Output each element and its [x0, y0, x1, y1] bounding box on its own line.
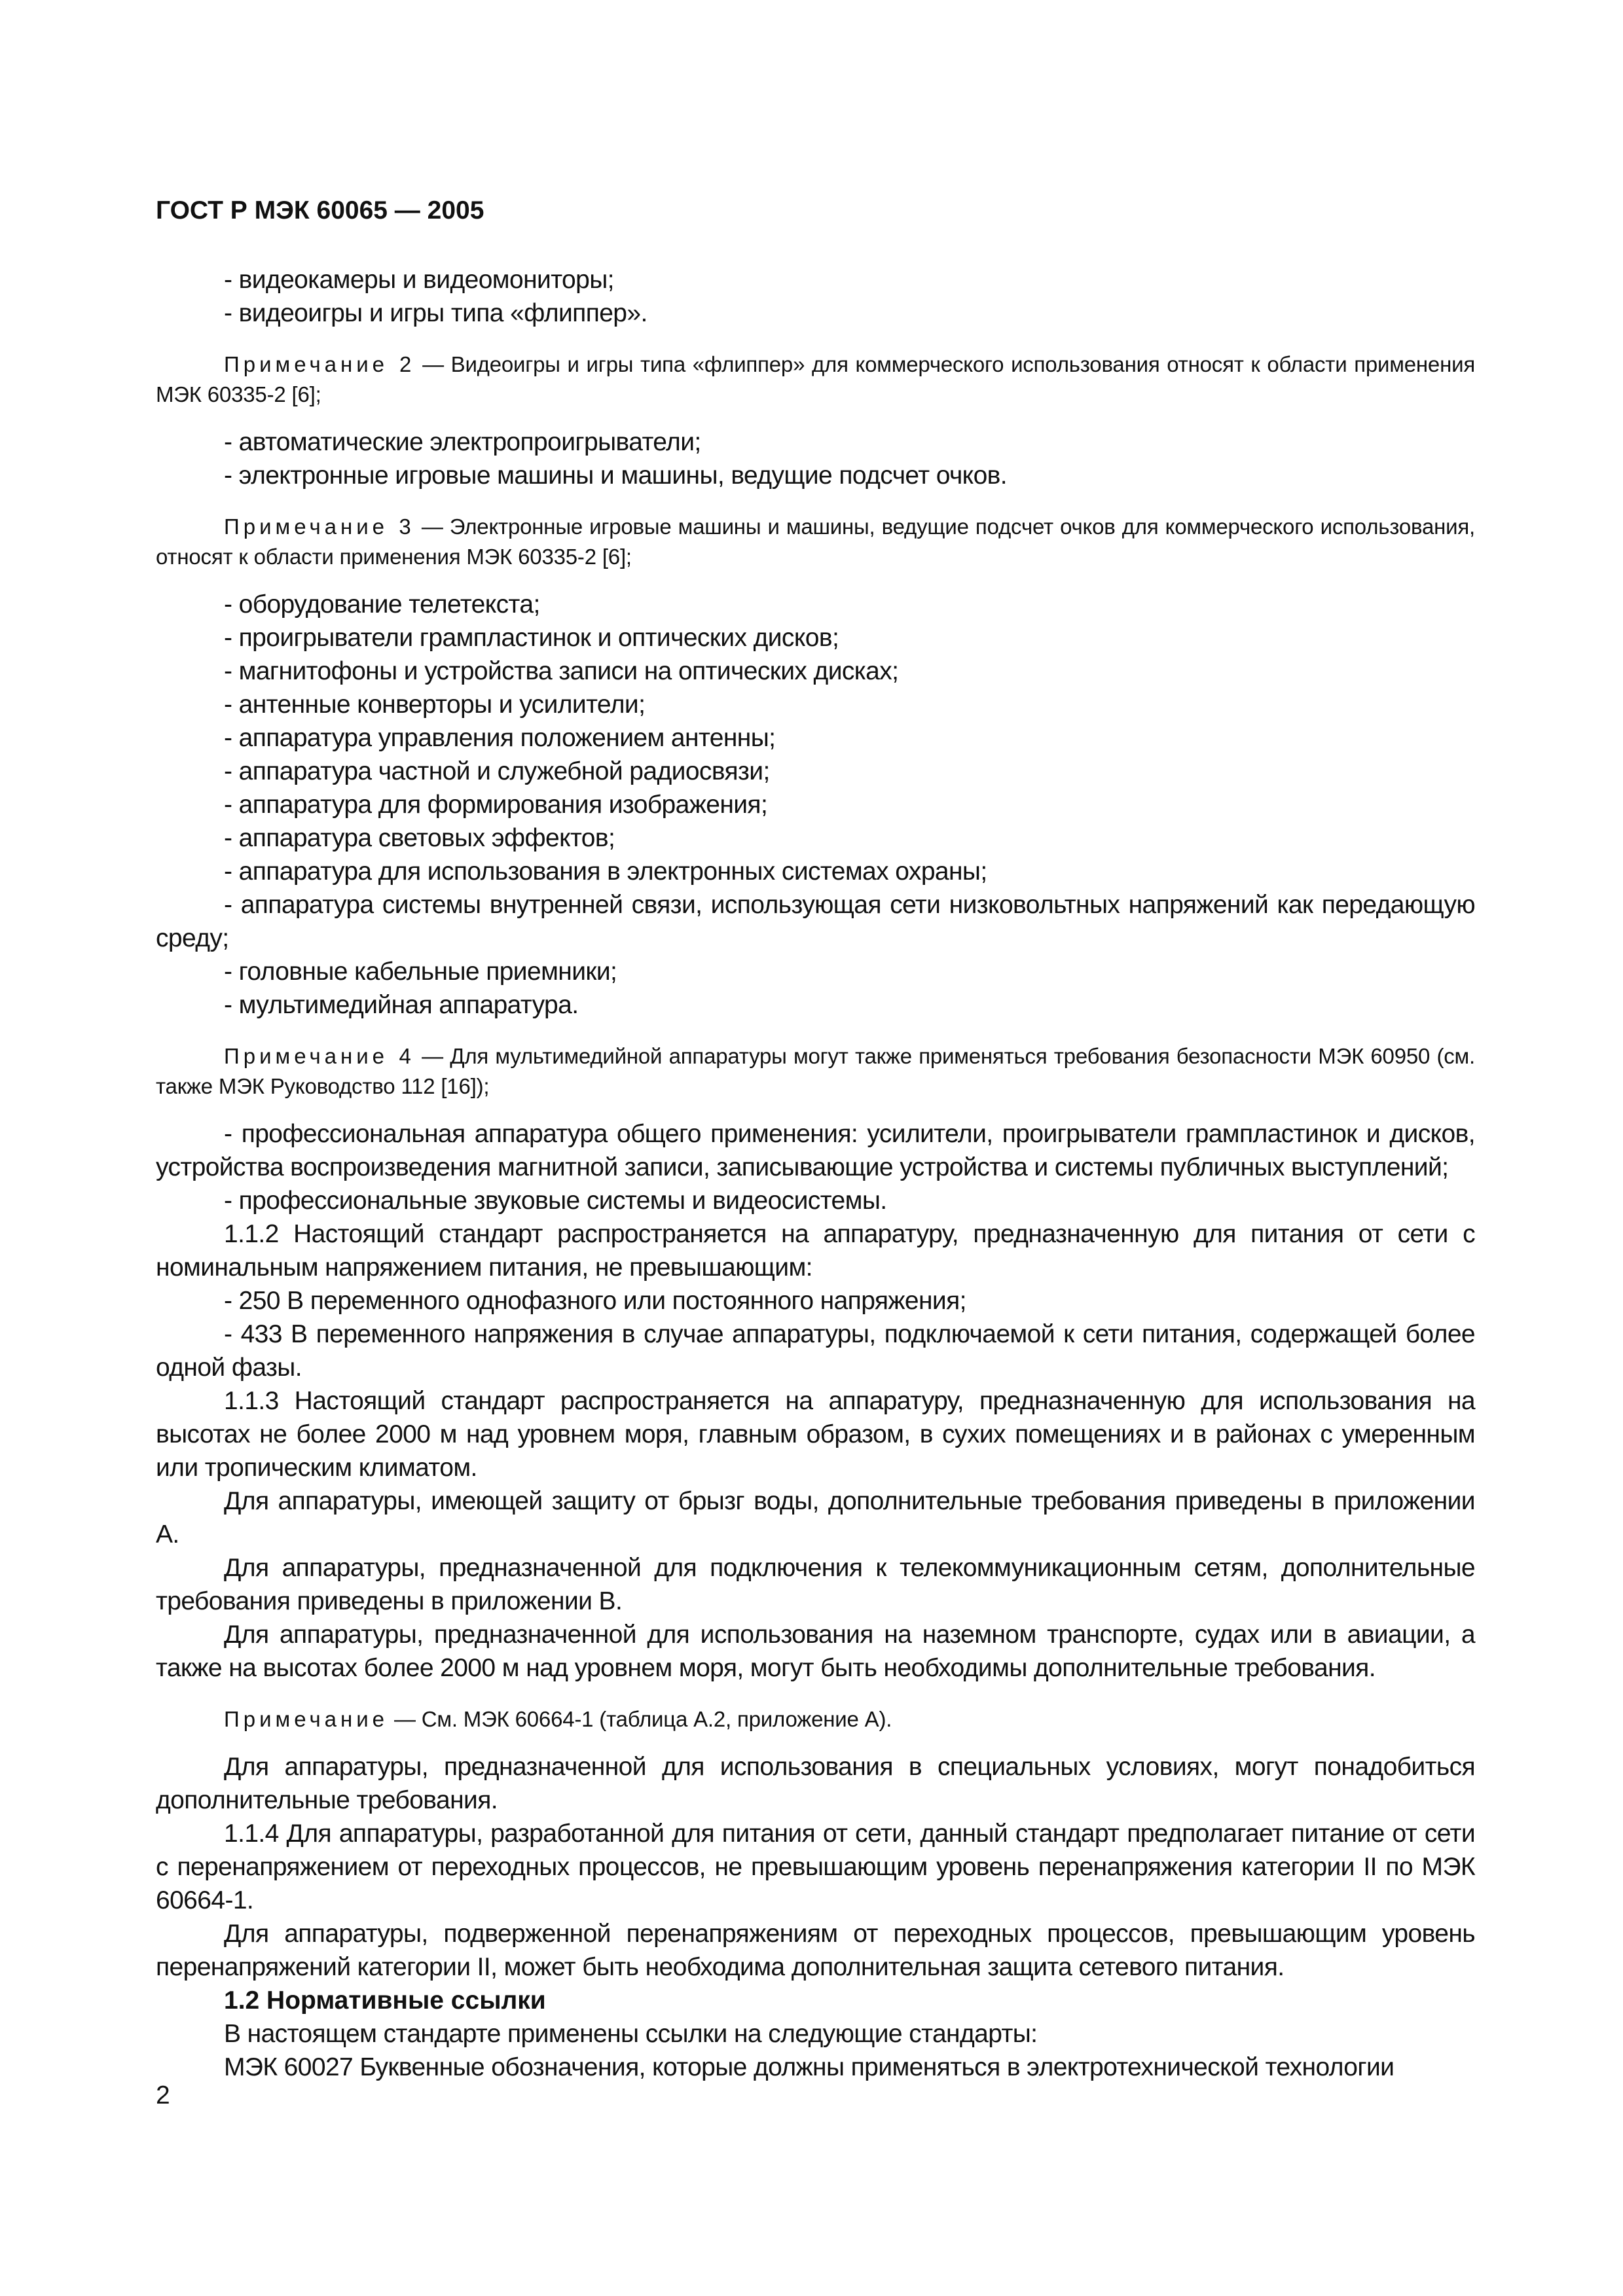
paragraph: 1.1.2 Настоящий стандарт распространяется на аппаратуру, предназначенную для питания от сети с номинальным напряжением питания, не превышающим: — [156, 1220, 1475, 1282]
list-item: - профессиональные звуковые системы и видеосистемы. — [224, 1187, 887, 1215]
list-item: - 433 В переменного напряжения в случае аппаратуры, подключаемой к сети питания, содержащей более одной фазы. — [156, 1320, 1475, 1382]
note-label: Примечание — [224, 1707, 389, 1731]
paragraph: Для аппаратуры, предназначенной для использования в специальных условиях, могут понадобиться дополнительные требования. — [156, 1753, 1475, 1814]
list-item: - видеокамеры и видеомониторы; — [224, 266, 614, 294]
document-header: ГОСТ Р МЭК 60065 — 2005 — [156, 196, 484, 224]
list-item: - электронные игровые машины и машины, ведущие подсчет очков. — [224, 461, 1008, 490]
list-item: - антенные конверторы и усилители; — [224, 691, 646, 719]
list-item: - аппаратура системы внутренней связи, использующая сети низковольтных напряжений как передающую среду; — [156, 891, 1475, 952]
list-item: - 250 В переменного однофазного или постоянного напряжения; — [224, 1287, 966, 1315]
paragraph: Для аппаратуры, предназначенной для подключения к телекоммуникационным сетям, дополнительные требования приведены в приложении В. — [156, 1554, 1475, 1615]
paragraph: Для аппаратуры, предназначенной для использования на наземном транспорте, судах или в авиации, а также на высотах более 2000 м над уровнем моря, могут быть необходимы дополнительные требования. — [156, 1621, 1475, 1682]
list-item: - аппаратура световых эффектов; — [224, 824, 615, 852]
list-item: - головные кабельные приемники; — [224, 958, 617, 986]
list-item: - автоматические электропроигрыватели; — [224, 428, 701, 456]
list-item: - аппаратура для использования в электронных системах охраны; — [224, 857, 987, 886]
note-4 — [156, 1041, 1475, 1102]
list-item: - магнитофоны и устройства записи на оптических дисках; — [224, 657, 899, 685]
note-5 — [156, 1704, 1475, 1734]
paragraph: Для аппаратуры, подверженной перенапряжениям от переходных процессов, превышающим уровень перенапряжений категории II, может быть необходима дополнительная защита сетевого питания. — [156, 1920, 1475, 1981]
note-label: Примечание 4 — [224, 1044, 415, 1068]
section-heading: 1.2 Нормативные ссылки — [224, 1986, 546, 2015]
paragraph: Для аппаратуры, имеющей защиту от брызг воды, дополнительные требования приведены в приложении А. — [156, 1487, 1475, 1549]
list-item: - оборудование телетекста; — [224, 590, 540, 619]
list-item: - аппаратура частной и служебной радиосвязи; — [224, 757, 770, 785]
page-body — [156, 263, 1475, 2084]
list-item: - профессиональная аппаратура общего применения: усилители, проигрыватели грампластинок и дисков, устройства воспроизведения магнитной записи, записывающие устройства и системы публичных выступлений; — [156, 1120, 1475, 1181]
note-text: — Видеоигры и игры типа «флиппер» для коммерческого использования относят к области применения МЭК 60335-2 [6]; — [156, 352, 1475, 406]
note-2 — [156, 350, 1475, 410]
note-text: — Электронные игровые машины и машины, ведущие подсчет очков для коммерческого использования, относят к области применения МЭК 60335-2 [6]; — [156, 514, 1476, 569]
list-item: - проигрыватели грампластинок и оптических дисков; — [224, 624, 839, 652]
list-item: - мультимедийная аппаратура. — [224, 991, 579, 1019]
list-item: - аппаратура управления положением антенны; — [224, 724, 776, 752]
note-label: Примечание 3 — [224, 514, 415, 539]
note-text: — Для мультимедийной аппаратуры могут также применяться требования безопасности МЭК 60950 (см. также МЭК Руководство 112 [16]); — [156, 1044, 1476, 1098]
page-number: 2 — [156, 2081, 170, 2109]
list-item: - аппаратура для формирования изображения; — [224, 791, 768, 819]
paragraph: 1.1.3 Настоящий стандарт распространяется на аппаратуру, предназначенную для использования на высотах не более 2000 м над уровнем моря, главным образом, в сухих помещениях и в районах с умеренным или тропическим климатом. — [156, 1387, 1475, 1482]
paragraph: В настоящем стандарте применены ссылки на следующие стандарты: — [224, 2020, 1038, 2048]
note-label: Примечание 2 — [224, 352, 416, 376]
paragraph: МЭК 60027 Буквенные обозначения, которые должны применяться в электротехнической технологии — [224, 2053, 1395, 2081]
note-text: — См. МЭК 60664-1 (таблица А.2, приложение А). — [388, 1707, 892, 1731]
paragraph: 1.1.4 Для аппаратуры, разработанной для питания от сети, данный стандарт предполагает питание от сети с перенапряжением от переходных процессов, не превышающим уровень перенапряжения категории II по МЭК 60664-1. — [156, 1820, 1475, 1914]
note-3 — [156, 512, 1475, 572]
list-item: - видеоигры и игры типа «флиппер». — [224, 299, 647, 327]
